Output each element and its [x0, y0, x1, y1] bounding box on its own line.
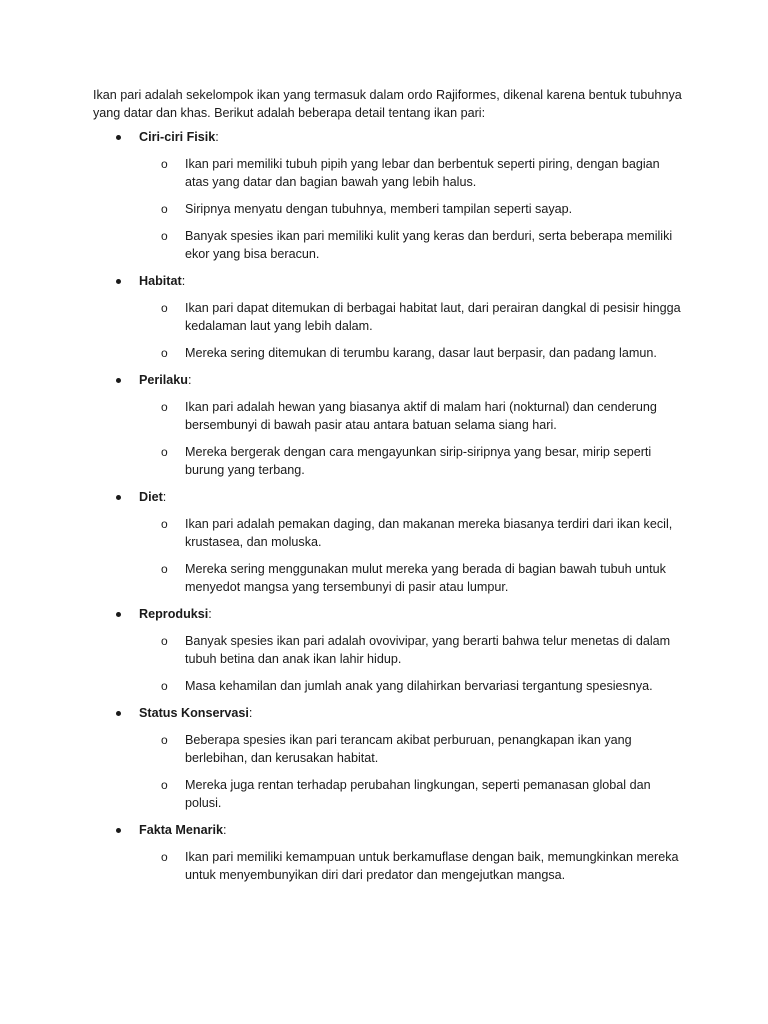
- section-heading: [93, 704, 683, 722]
- circle-bullet-icon: o: [161, 634, 168, 648]
- list-item-text: Ikan pari memiliki tubuh pipih yang lebar dan berbentuk seperti piring, dengan bagian atas yang datar dan bagian bawah yang lebih halus.: [185, 157, 660, 189]
- circle-bullet-icon: o: [161, 346, 168, 360]
- circle-bullet-icon: o: [161, 850, 168, 864]
- list-item-text: Banyak spesies ikan pari adalah ovovivipar, yang berarti bahwa telur menetas di dalam tubuh betina dan anak ikan lahir hidup.: [185, 634, 671, 666]
- circle-bullet-icon: o: [161, 400, 168, 414]
- sub-list: [93, 848, 683, 884]
- sub-list: [93, 632, 683, 695]
- list-item: [93, 776, 683, 812]
- sub-list: [93, 299, 683, 362]
- section-title-colon: :: [188, 373, 192, 387]
- list-item: [93, 848, 683, 884]
- list-item-text: Ikan pari adalah pemakan daging, dan makanan mereka biasanya terdiri dari ikan kecil, krustasea, dan moluska.: [185, 517, 673, 549]
- list-item-text: Masa kehamilan dan jumlah anak yang dilahirkan bervariasi tergantung spesiesnya.: [185, 679, 653, 693]
- sub-list: [93, 731, 683, 812]
- section-heading: [93, 605, 683, 623]
- sub-list: [93, 515, 683, 596]
- list-item-text: Beberapa spesies ikan pari terancam akibat perburuan, penangkapan ikan yang berlebihan, dan kerusakan habitat.: [185, 733, 632, 765]
- list-item-text: Mereka bergerak dengan cara mengayunkan sirip-siripnya yang besar, mirip seperti burung yang terbang.: [185, 445, 652, 477]
- section-heading: [93, 488, 683, 506]
- list-item: [93, 200, 683, 218]
- section-title-colon: :: [162, 490, 167, 504]
- circle-bullet-icon: o: [161, 562, 168, 576]
- bullet-dot-icon: [116, 711, 121, 716]
- section: [93, 272, 683, 362]
- section-title-colon: :: [248, 706, 253, 720]
- bullet-dot-icon: [116, 495, 121, 500]
- section-heading: [93, 371, 683, 389]
- list-item: [93, 344, 683, 362]
- circle-bullet-icon: o: [161, 679, 168, 693]
- section-title: Perilaku: [139, 373, 189, 387]
- circle-bullet-icon: o: [161, 229, 168, 243]
- bullet-dot-icon: [116, 828, 121, 833]
- section: [93, 371, 683, 479]
- list-item-text: Ikan pari memiliki kemampuan untuk berkamuflase dengan baik, memungkinkan mereka untuk menyembunyikan diri dari predator dan mengejutkan mangsa.: [185, 850, 679, 882]
- bullet-dot-icon: [116, 612, 121, 617]
- list-item-text: Mereka juga rentan terhadap perubahan lingkungan, seperti pemanasan global dan polusi.: [185, 778, 651, 810]
- bullet-dot-icon: [116, 135, 121, 140]
- list-item-text: Mereka sering ditemukan di terumbu karang, dasar laut berpasir, dan padang lamun.: [185, 346, 657, 360]
- list-item: [93, 731, 683, 767]
- list-item: [93, 443, 683, 479]
- section: [93, 704, 683, 812]
- intro-paragraph: Ikan pari adalah sekelompok ikan yang termasuk dalam ordo Rajiformes, dikenal karena bentuk tubuhnya yang datar dan khas. Berikut adalah beberapa detail tentang ikan pari:: [93, 88, 682, 120]
- section-heading: [93, 821, 683, 839]
- list-item: [93, 398, 683, 434]
- section-heading: [93, 272, 683, 290]
- list-item: [93, 155, 683, 191]
- circle-bullet-icon: o: [161, 517, 168, 531]
- section-title: Ciri-ciri Fisik: [139, 130, 216, 144]
- list-item: [93, 299, 683, 335]
- section-heading: [93, 128, 683, 146]
- circle-bullet-icon: o: [161, 445, 168, 459]
- section-title: Fakta Menarik: [139, 823, 223, 837]
- section-title-colon: :: [223, 823, 227, 837]
- list-item-text: Ikan pari adalah hewan yang biasanya aktif di malam hari (nokturnal) dan cenderung bersembunyi di bawah pasir atau antara batuan selama siang hari.: [185, 400, 657, 432]
- circle-bullet-icon: o: [161, 157, 168, 171]
- section: [93, 128, 683, 263]
- document-page: [93, 86, 683, 893]
- circle-bullet-icon: o: [161, 301, 168, 315]
- section-title: Status Konservasi: [139, 706, 249, 720]
- list-item-text: Mereka sering menggunakan mulut mereka yang berada di bagian bawah tubuh untuk menyedot mangsa yang tersembunyi di pasir atau lumpur.: [185, 562, 666, 594]
- list-item-text: Siripnya menyatu dengan tubuhnya, memberi tampilan seperti sayap.: [185, 202, 573, 216]
- section-list: [93, 128, 683, 884]
- list-item: [93, 227, 683, 263]
- section-title: Diet: [139, 490, 163, 504]
- list-item: [93, 560, 683, 596]
- circle-bullet-icon: o: [161, 733, 168, 747]
- section-title-colon: :: [181, 274, 186, 288]
- circle-bullet-icon: o: [161, 202, 168, 216]
- list-item-text: Banyak spesies ikan pari memiliki kulit yang keras dan berduri, serta beberapa memiliki ekor yang bisa beracun.: [185, 229, 673, 261]
- bullet-dot-icon: [116, 378, 121, 383]
- circle-bullet-icon: o: [161, 778, 168, 792]
- list-item: [93, 515, 683, 551]
- list-item: [93, 632, 683, 668]
- sub-list: [93, 398, 683, 479]
- section: [93, 488, 683, 596]
- section-title: Habitat: [139, 274, 182, 288]
- section: [93, 821, 683, 884]
- list-item-text: Ikan pari dapat ditemukan di berbagai habitat laut, dari perairan dangkal di pesisir hingga kedalaman laut yang lebih dalam.: [185, 301, 681, 333]
- section: [93, 605, 683, 695]
- section-title-colon: :: [215, 130, 219, 144]
- section-title-colon: :: [208, 607, 212, 621]
- sub-list: [93, 155, 683, 263]
- list-item: [93, 677, 683, 695]
- section-title: Reproduksi: [139, 607, 209, 621]
- bullet-dot-icon: [116, 279, 121, 284]
